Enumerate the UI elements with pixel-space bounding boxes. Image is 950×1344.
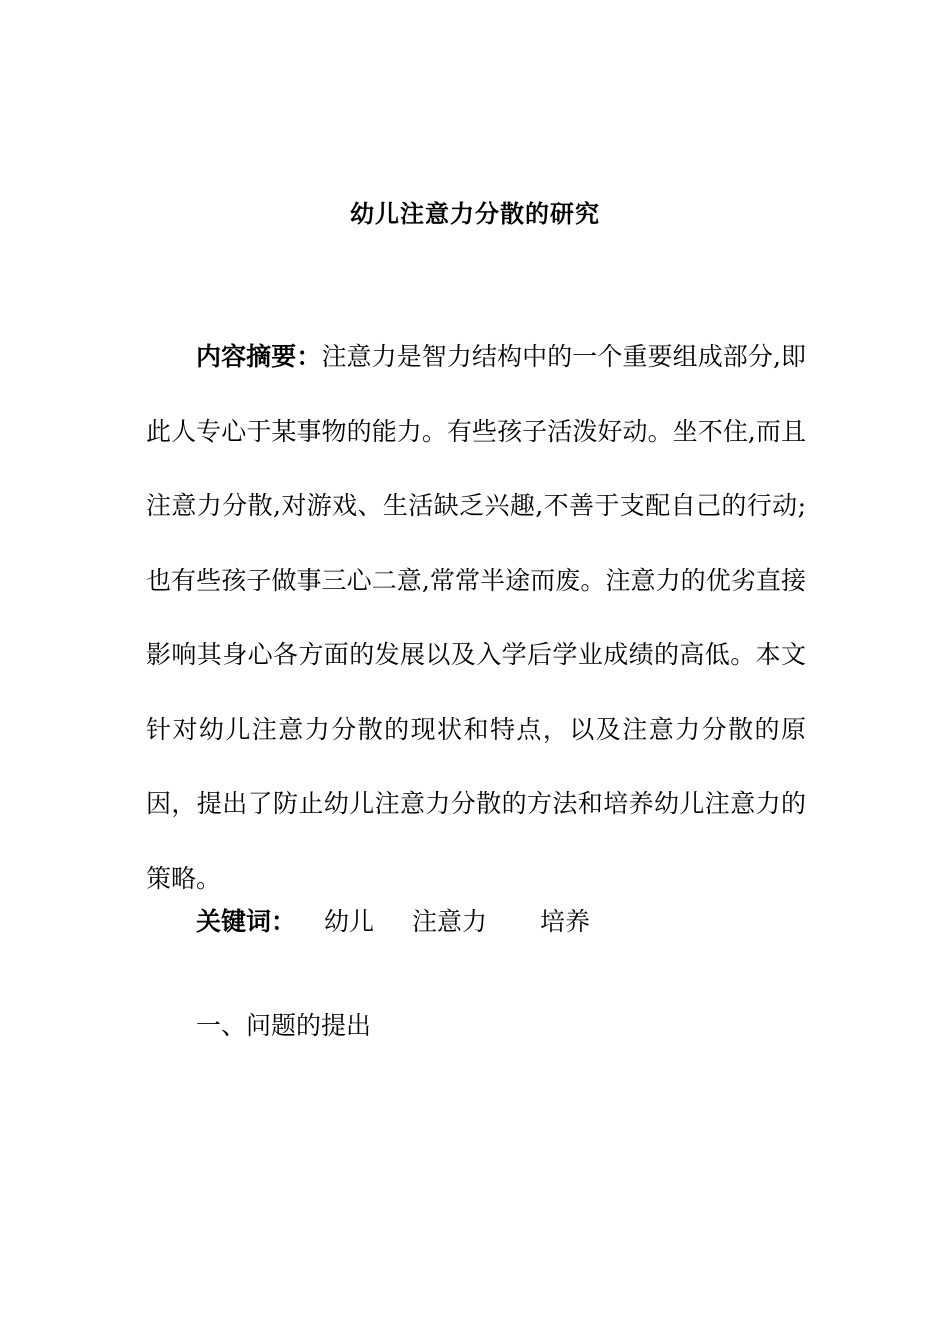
keyword-item: 培养: [540, 907, 591, 936]
abstract-label: 内容摘要：: [196, 342, 322, 371]
abstract-paragraph: [146, 320, 806, 916]
document-title: 幼儿注意力分散的研究: [350, 199, 600, 228]
section-heading: 一、问题的提出: [196, 1011, 372, 1040]
keywords-line: [196, 902, 806, 942]
abstract-text: 注意力是智力结构中的一个重要组成部分,即此人专心于某事物的能力。有些孩子活泼好动。坐不住,而且注意力分散,对游戏、生活缺乏兴趣,不善于支配自己的行动;也有些孩子做事三心二意,常常半途而废。注意力的优劣直接影响其身心各方面的发展以及入学后学业成绩的高低。本文针对幼儿注意力分散的现状和特点，以及注意力分散的原因，提出了防止幼儿注意力分散的方法和培养幼儿注意力的策略。: [146, 342, 806, 893]
keywords-label: 关键词：: [196, 907, 297, 936]
keyword-item: 幼儿: [324, 907, 375, 936]
keyword-item: 注意力: [412, 907, 488, 936]
